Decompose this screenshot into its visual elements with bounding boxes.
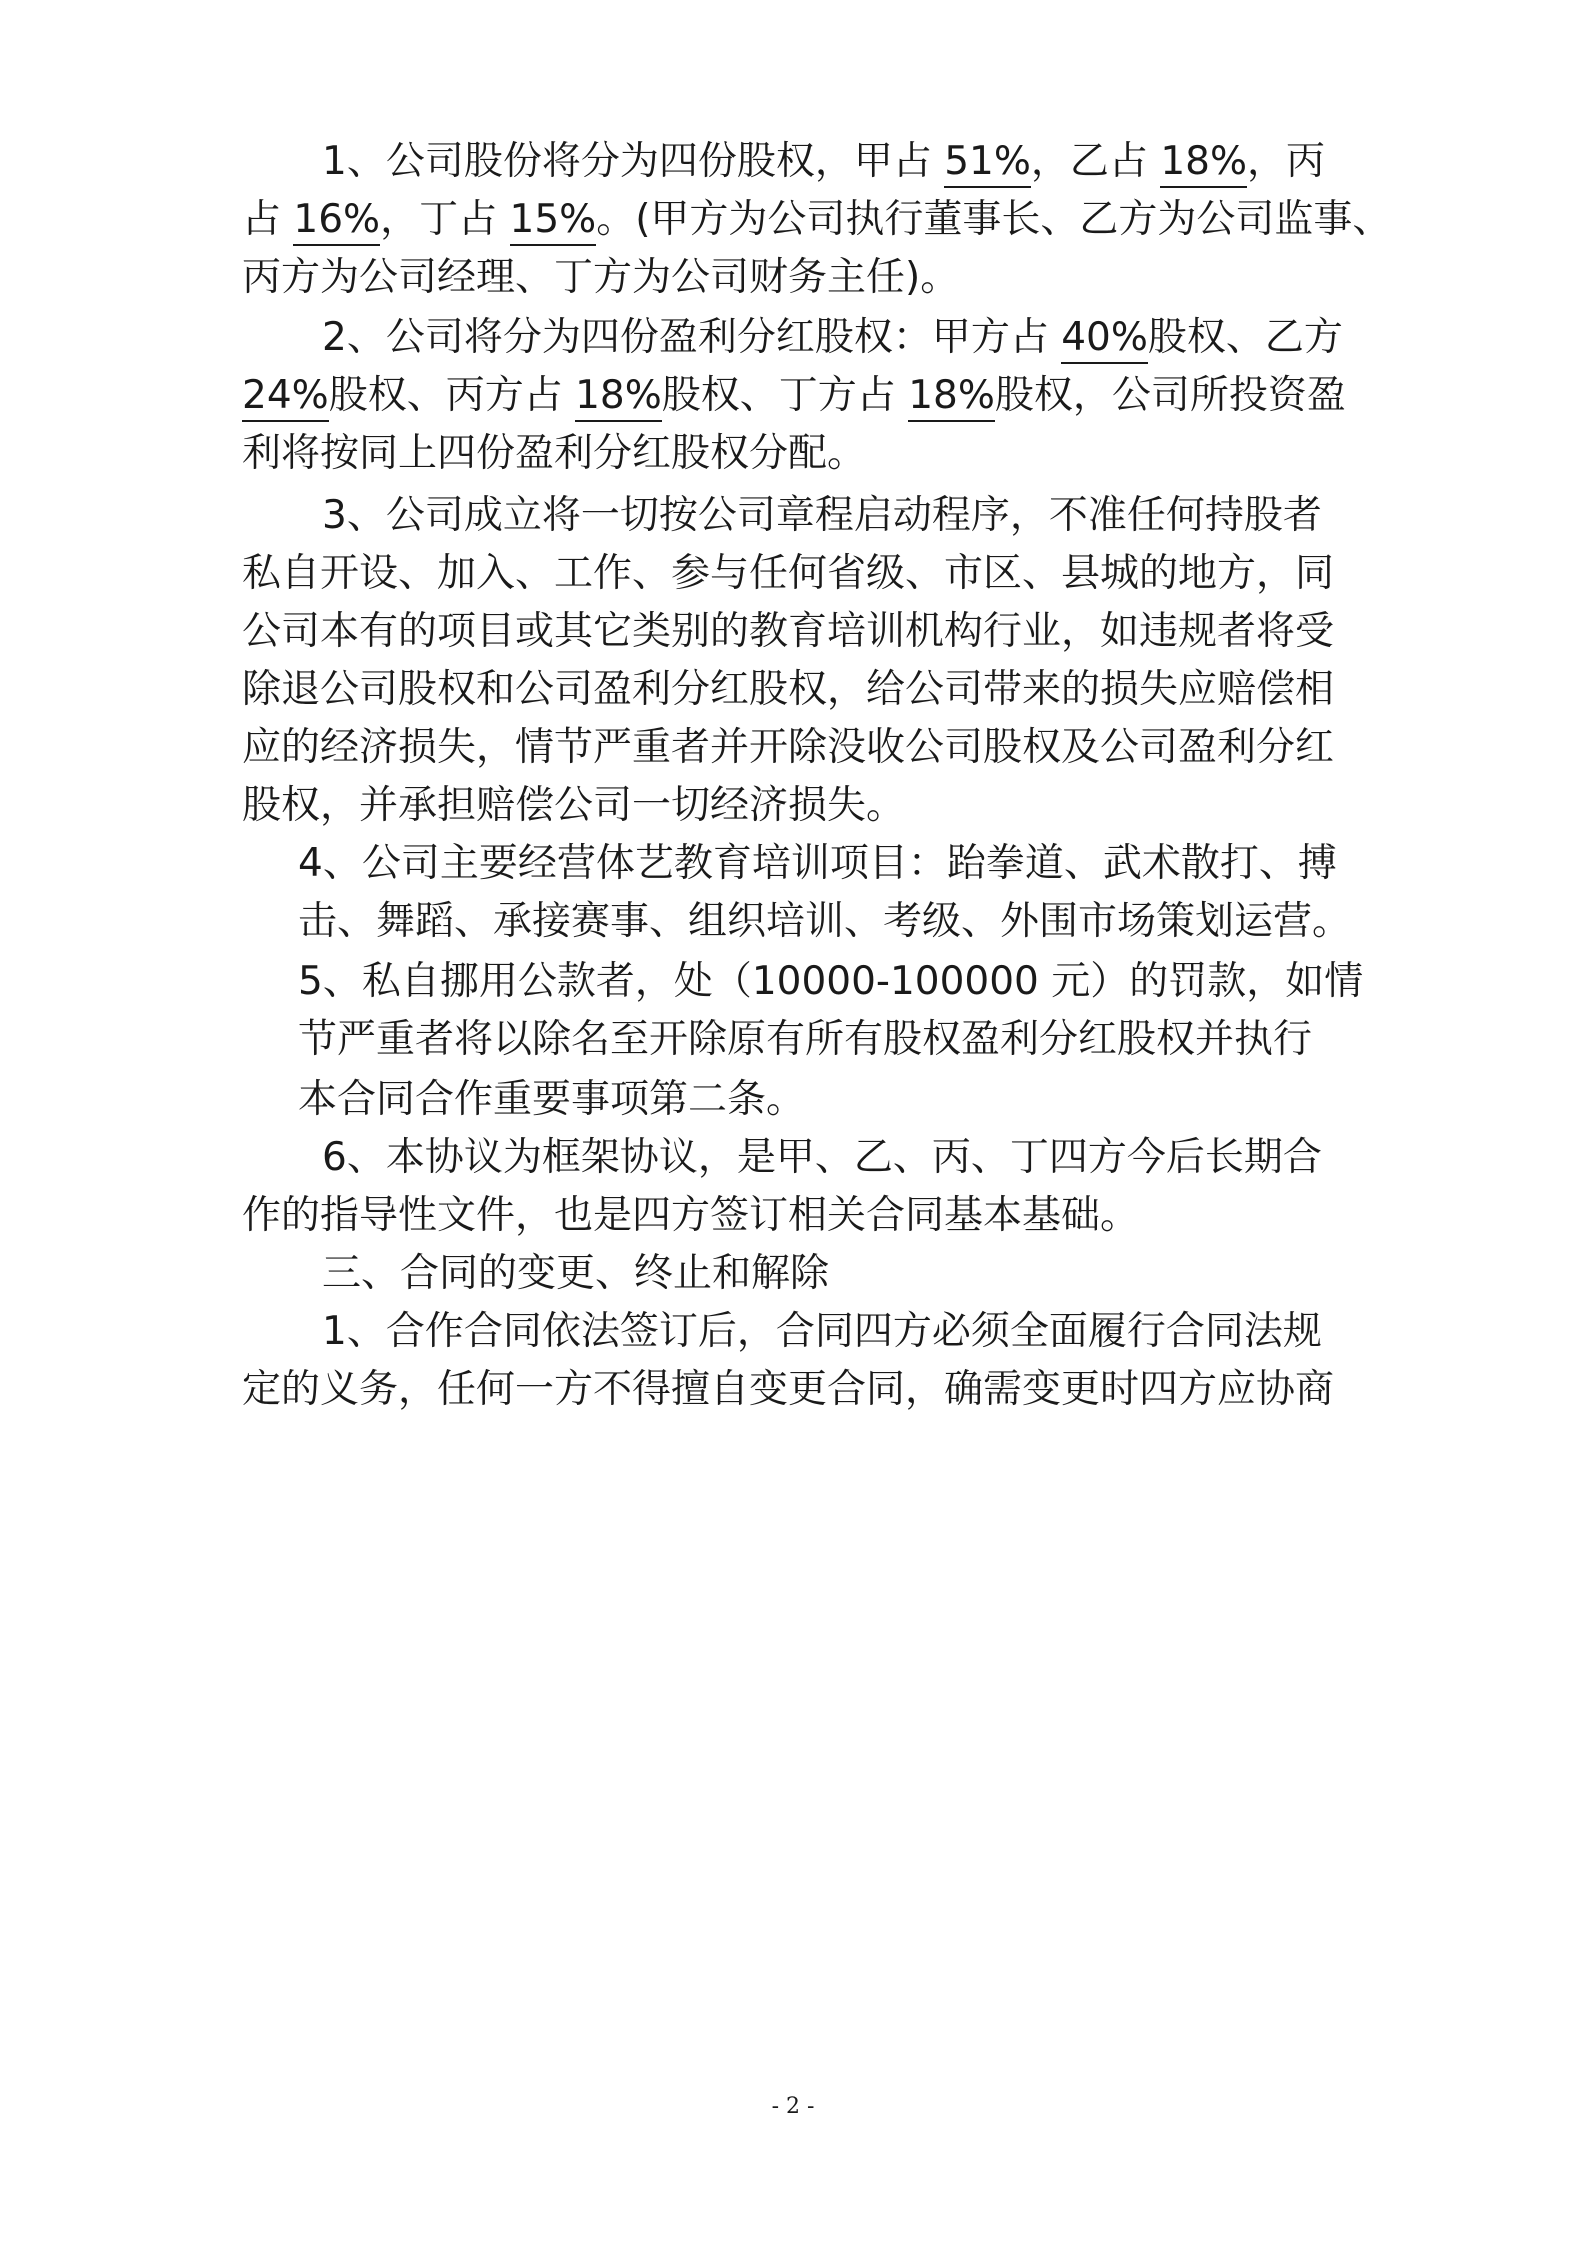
- paragraph-4-line-2: 击、舞蹈、承接赛事、组织培训、考级、外围市场策划运营。: [298, 899, 1352, 944]
- paragraph-3-line-3: 公司本有的项目或其它类别的教育培训机构行业，如违规者将受: [242, 609, 1335, 654]
- text-segment: 。(甲方为公司执行董事长、乙方为公司监事、: [596, 197, 1392, 242]
- underlined-value: 15%: [510, 197, 597, 246]
- underlined-value: 18%: [908, 373, 995, 422]
- paragraph-2-line-2: [242, 368, 1362, 424]
- underlined-value: 51%: [944, 139, 1031, 188]
- text-segment: 股权、丁方占: [661, 373, 909, 418]
- paragraph-6-line-2: 作的指导性文件，也是四方签订相关合同基本基础。: [242, 1193, 1140, 1238]
- text-segment: ，丙: [1247, 139, 1326, 184]
- section-heading: 三、合同的变更、终止和解除: [322, 1251, 830, 1296]
- text-segment: ，乙占: [1030, 139, 1161, 184]
- text-segment: 占: [242, 197, 294, 242]
- paragraph-1-line-3: 丙方为公司经理、丁方为公司财务主任)。: [242, 255, 960, 300]
- paragraph-7-line-2: 定的义务，任何一方不得擅自变更合同，确需变更时四方应协商: [242, 1367, 1335, 1412]
- page-number: - 2 -: [771, 2094, 815, 2119]
- underlined-value: 40%: [1061, 315, 1148, 364]
- underlined-value: 16%: [293, 197, 380, 246]
- paragraph-3-line-1: 3、公司成立将一切按公司章程启动程序，不准任何持股者: [322, 493, 1322, 538]
- paragraph-3-line-5: 应的经济损失，情节严重者并开除没收公司股权及公司盈利分红: [242, 725, 1335, 770]
- text-segment: 股权、乙方: [1147, 315, 1343, 360]
- paragraph-3-line-6: 股权，并承担赔偿公司一切经济损失。: [242, 783, 906, 828]
- paragraph-3-line-4: 除退公司股权和公司盈利分红股权，给公司带来的损失应赔偿相: [242, 667, 1335, 712]
- paragraph-1-line-1: [322, 134, 1442, 190]
- paragraph-2-line-3: 利将按同上四份盈利分红股权分配。: [242, 431, 867, 476]
- paragraph-2-line-1: [322, 310, 1442, 366]
- text-segment: 股权，公司所投资盈: [994, 373, 1346, 418]
- paragraph-5-line-2: 节严重者将以除名至开除原有所有股权盈利分红股权并执行: [298, 1017, 1313, 1062]
- text-segment: 股权、丙方占: [328, 373, 576, 418]
- underlined-value: 24%: [242, 373, 329, 422]
- underlined-value: 18%: [575, 373, 662, 422]
- text-segment: 2、公司将分为四份盈利分红股权：甲方占: [322, 315, 1062, 360]
- paragraph-5-line-3: 本合同合作重要事项第二条。: [298, 1077, 806, 1122]
- paragraph-1-line-2: [242, 192, 1392, 248]
- paragraph-3-line-2: 私自开设、加入、工作、参与任何省级、市区、县城的地方，同: [242, 551, 1335, 596]
- underlined-value: 18%: [1160, 139, 1247, 188]
- text-segment: 1、公司股份将分为四份股权，甲占: [322, 139, 945, 184]
- paragraph-7-line-1: 1、合作合同依法签订后，合同四方必须全面履行合同法规: [322, 1309, 1322, 1354]
- text-segment: ，丁占: [380, 197, 510, 242]
- paragraph-6-line-1: 6、本协议为框架协议，是甲、乙、丙、丁四方今后长期合: [322, 1135, 1322, 1180]
- paragraph-4-line-1: 4、公司主要经营体艺教育培训项目：跆拳道、武术散打、搏: [298, 841, 1337, 886]
- paragraph-5-line-1: 5、私自挪用公款者，处（10000-100000 元）的罚款，如情: [298, 959, 1364, 1004]
